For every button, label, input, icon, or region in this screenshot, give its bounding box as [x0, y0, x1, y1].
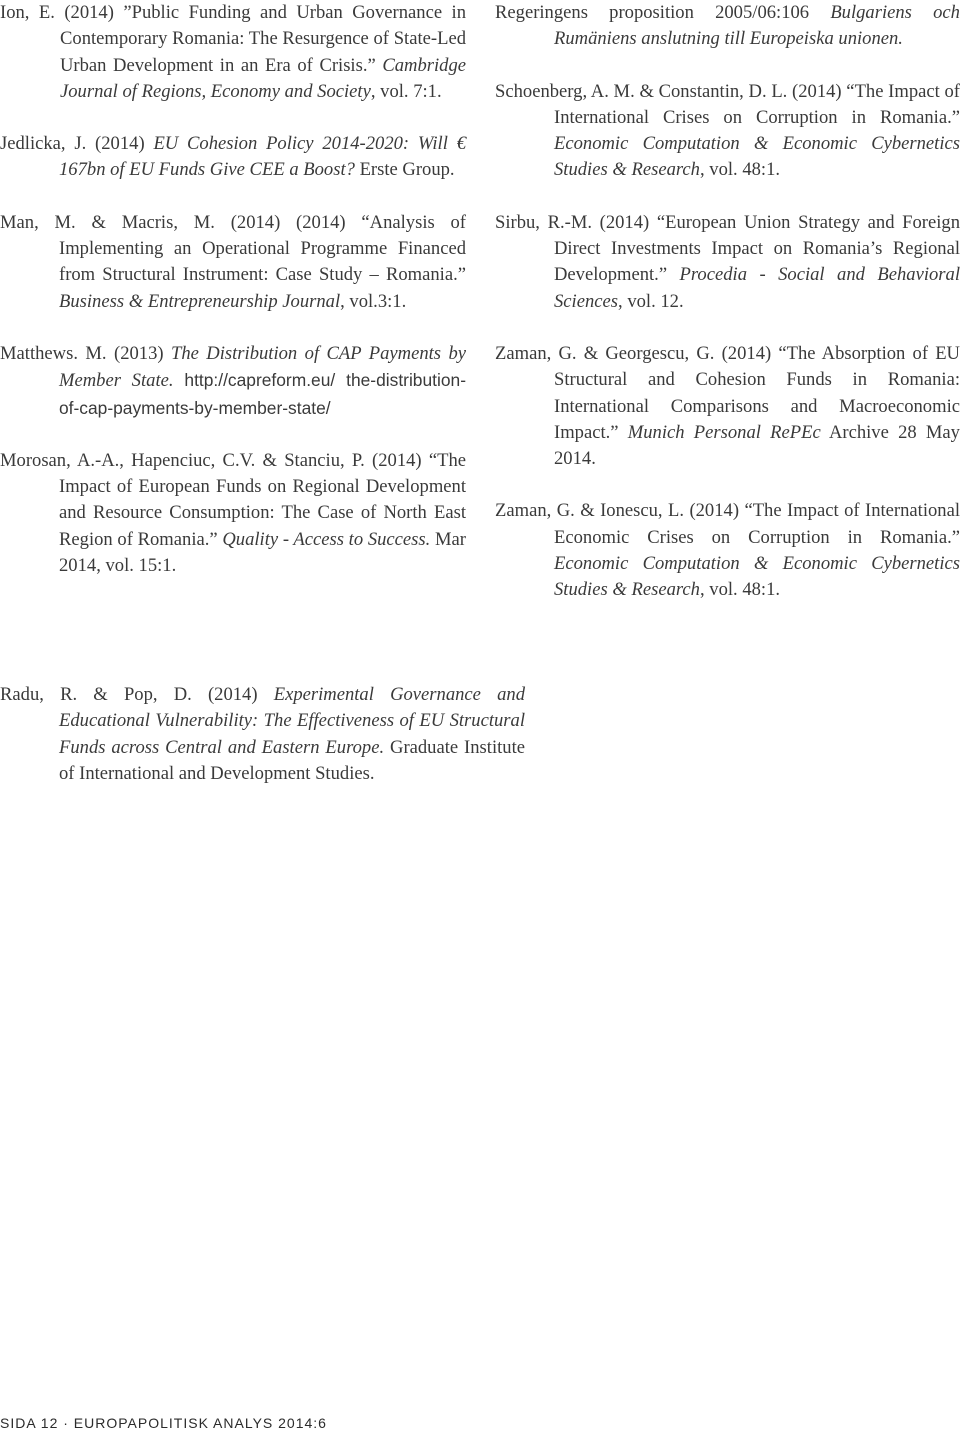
reference-text: http://capreform.eu/ the-distribution-of-cap-payments-by-member-state/: [59, 370, 466, 418]
reference-entry-man: [0, 210, 466, 315]
reference-text: Ion, E. (2014) ”Public Funding and Urban Governance in Contemporary Romania: The Resurgence of State-Led Urban Development in an Era of Crisis.”: [0, 2, 466, 76]
reference-entry-radu: [0, 682, 525, 787]
reference-title: Economic Computation & Economic Cybernetics Studies & Research: [554, 553, 960, 601]
reference-entry-matthews: [0, 341, 466, 422]
reference-title: EU Cohesion Policy 2014-2020: Will € 167bn of EU Funds Give CEE a Boost?: [59, 133, 466, 181]
reference-entry-regeringen: [495, 0, 960, 53]
reference-text: Regeringens proposition 2005/06:106: [495, 2, 831, 23]
reference-text: Erste Group.: [354, 159, 455, 181]
reference-entry-zaman-ionescu: [495, 498, 960, 603]
reference-text: Man, M. & Macris, M. (2014) (2014) “Analysis of Implementing an Operational Programme Financed from Structural Instrument: Case Study – Romania.”: [0, 211, 466, 286]
reference-text: Archive 28 May 2014.: [554, 421, 960, 470]
reference-text: , vol. 12.: [618, 290, 684, 312]
reference-title: The Distribution of CAP Payments by Member State.: [59, 342, 466, 392]
reference-column-right: [495, 0, 960, 604]
reference-text: Mar 2014, vol. 15:1.: [59, 528, 466, 577]
reference-title: Experimental Governance and Educational Vulnerability: The Effectiveness of EU Structural Funds across Central and Eastern Europe.: [59, 684, 525, 758]
reference-title: Cambridge Journal of Regions, Economy and Society: [60, 54, 466, 102]
reference-entry-ion: [0, 0, 466, 105]
reference-title: Procedia - Social and Behavioral Sciences: [554, 264, 960, 312]
reference-text: Sirbu, R.-M. (2014) “European Union Strategy and Foreign Direct Investments Impact on Romania’s Regional Development.”: [495, 211, 960, 286]
reference-entry-jedlicka: [0, 131, 466, 184]
page-footer: SIDA 12 · EUROPAPOLITISK ANALYS 2014:6: [0, 1415, 327, 1431]
reference-entry-sirbu: [495, 210, 960, 315]
reference-title: Munich Personal RePEc: [627, 421, 821, 443]
reference-text: , vol. 48:1.: [699, 159, 781, 181]
reference-title: Bulgariens och Rumäniens anslutning till Europeiska unionen.: [554, 2, 960, 50]
reference-title: Business & Entrepreneurship Journal: [59, 290, 341, 312]
reference-text: Radu, R. & Pop, D. (2014): [0, 684, 274, 705]
reference-text: , vol. 48:1.: [699, 579, 781, 601]
reference-text: , vol. 7:1.: [370, 80, 442, 102]
reference-title: Economic Computation & Economic Cybernetics Studies & Research: [554, 133, 960, 181]
reference-text: Zaman, G. & Ionescu, L. (2014) “The Impact of International Economic Crises on Corruption in Romania.”: [495, 500, 960, 548]
reference-text: Jedlicka, J. (2014): [0, 133, 154, 155]
reference-text: Morosan, A.-A., Hapenciuc, C.V. & Stanciu, P. (2014) “The Impact of European Funds on Regional Development and Resource Consumption: The Case of North East Region of Romania.”: [0, 449, 466, 550]
reference-text: Matthews. M. (2013): [0, 342, 171, 364]
reference-column-left: [0, 0, 466, 579]
reference-text: Schoenberg, A. M. & Constantin, D. L. (2014) “The Impact of International Crises on Corruption in Romania.”: [495, 80, 960, 128]
reference-entry-zaman-georgescu: [495, 341, 960, 472]
reference-entry-schoenberg: [495, 79, 960, 184]
reference-text: Zaman, G. & Georgescu, G. (2014) “The Absorption of EU Structural and Cohesion Funds in Romania: International Comparisons and Macroeconomic Impact.”: [495, 342, 960, 443]
reference-title: Quality - Access to Success.: [222, 528, 431, 550]
reference-text: Graduate Institute of International and Development Studies.: [59, 736, 525, 784]
reference-text: , vol.3:1.: [340, 290, 407, 312]
reference-entry-morosan: [0, 448, 466, 579]
